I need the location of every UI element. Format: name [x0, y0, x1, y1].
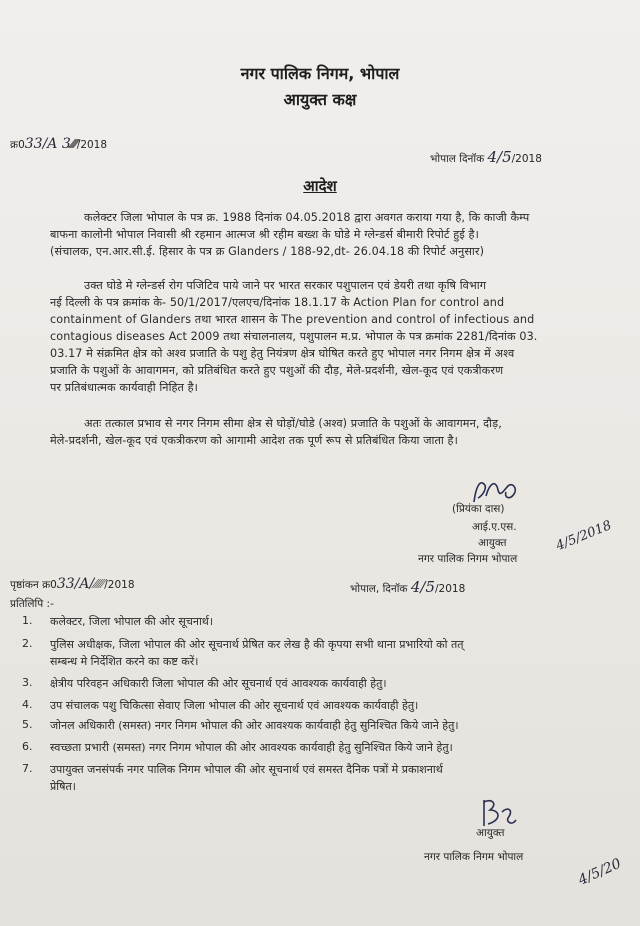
copy-item-continued: प्रेषित।	[50, 780, 76, 793]
signatory-handwritten-date: 4/5/2018	[554, 518, 614, 554]
paragraph-2-line-4: contagious diseases Act 2009 तथा संचालनालय, पशुपालन म.प्र. भोपाल के पत्र क्रमांक 2281/दिनांक 03.	[50, 330, 538, 343]
signatory-office: नगर पालिक निगम भोपाल	[418, 553, 518, 565]
copy-item-continued: सम्बन्ध मे निर्देशित करने का कष्ट करें।	[50, 655, 199, 668]
signatory-name: (प्रियंका दास)	[452, 503, 505, 515]
copy-item: पुलिस अधीक्षक, जिला भोपाल की ओर सूचनार्थ प्रेषित कर लेख है की कृपया सभी थाना प्रभारियो को तत्	[50, 638, 464, 651]
signatory-service: आई.ए.एस.	[472, 521, 517, 533]
paragraph-3-line-1: अतः तत्काल प्रभाव से नगर निगम सीमा क्षेत्र से घोड़ों/घोडे (अश्व) प्रजाति के पशुओं के आवागमन, दौड़,	[84, 417, 502, 430]
order-title: आदेश	[303, 177, 337, 195]
endorsement-number: पृष्ठांकन क्र033/A/⁄⁄⁄⁄⁄/2018	[10, 576, 135, 592]
reference-date: भोपाल दिनॉक 4/5/2018	[430, 148, 542, 166]
copy-item-num: 6.	[22, 740, 33, 753]
copy-item: उपायुक्त जनसंपर्क नगर पालिक निगम भोपाल की ओर सूचनार्थ एवं समस्त दैनिक पत्रों मे प्रकाशनार्थ	[50, 763, 443, 776]
paragraph-3-line-2: मेले-प्रदर्शनी, खेल-कूद एवं एकत्रीकरण को आगामी आदेश तक पूर्ण रूप से प्रतिबंधित किया जाता है।	[50, 434, 458, 447]
copy-item-num: 7.	[22, 762, 33, 775]
paragraph-1-line-3: (संचालक, एन.आर.सी.ई. हिसार के पत्र क्र Glanders / 188-92,dt- 26.04.18 की रिपोर्ट अनुसार)	[50, 245, 485, 258]
copy-item-num: 5.	[22, 718, 33, 731]
organization-title: नगर पालिक निगम, भोपाल	[240, 64, 400, 83]
copy-item: क्षेत्रीय परिवहन अधिकारी जिला भोपाल की ओर सूचनार्थ एवं आवश्यक कार्यवाही हेतु।	[50, 677, 387, 690]
copy-item-num: 3.	[22, 676, 33, 689]
copy-item-num: 4.	[22, 698, 33, 711]
copy-item: उप संचालक पशु चिकित्सा सेवाए जिला भोपाल की ओर सूचनार्थ एवं आवश्यक कार्यवाही हेतु।	[50, 699, 419, 712]
office-title: आयुक्त कक्ष	[283, 90, 357, 109]
paragraph-2-line-1: उक्त घोडे मे ग्लेन्डर्स रोग पजिटिव पाये जाने पर भारत सरकार पशुपालन एवं डेयरी तथा कृषि विभाग	[84, 279, 487, 292]
paragraph-2-line-2: नई दिल्ली के पत्र क्रमांक के- 50/1/2017/एलएच/दिनांक 18.1.17 के Action Plan for control and	[50, 296, 505, 309]
paragraph-1-line-1: कलेक्टर जिला भोपाल के पत्र क्र. 1988 दिनांक 04.05.2018 द्वारा अवगत कराया गया है, कि काजी कैम्प	[84, 211, 530, 224]
footer-office: नगर पालिक निगम भोपाल	[424, 851, 524, 863]
paragraph-1-line-2: बाफना कालोनी भोपाल निवासी श्री रहमान आत्मज श्री रहीम बख्श के घोडे मे ग्लेन्डर्स बीमारी रिपोर्ट हुई है।	[50, 228, 479, 241]
reference-number: क्र033/A 3⁄⁄⁄⁄⁄⁄/2018	[10, 136, 108, 152]
copy-item: जोनल अधिकारी (समस्त) नगर निगम भोपाल की ओर आवश्यक कार्यवाही हेतु सुनिश्चित किये जाने हेतु।	[50, 719, 459, 732]
paragraph-2-line-3: containment of Glanders तथा भारत शासन के The prevention and control of infectious and	[50, 313, 535, 326]
copy-item-num: 2.	[22, 637, 33, 650]
footer-handwritten-date: 4/5/20	[576, 855, 624, 889]
signatory-designation: आयुक्त	[478, 537, 507, 549]
copy-item-num: 1.	[22, 614, 33, 627]
endorsement-date: भोपाल, दिनॉक 4/5/2018	[350, 578, 466, 596]
paragraph-2-line-5: 03.17 मे संक्रमित क्षेत्र को अश्व प्रजाति के पशु हेतु नियंत्रण क्षेत्र घोषित करते हुए भोपाल नगर निगम क्षेत्र में अश्व	[50, 347, 515, 360]
paragraph-2-line-6: प्रजाति के पशुओं के आवागमन, को प्रतिबंधित करते हुए पशुओं की दौड़, मेले-प्रदर्शनी, खेल-कूद एवं एकत्रीकरण	[50, 364, 504, 377]
footer-designation: आयुक्त	[476, 827, 505, 839]
paragraph-2-line-7: पर प्रतिबंधात्मक कार्यवाही निहित है।	[50, 381, 199, 394]
copy-item: स्वच्छता प्रभारी (समस्त) नगर निगम भोपाल की ओर आवश्यक कार्यवाही हेतु सुनिश्चित किये जाने हेतु।	[50, 741, 453, 754]
copy-item: कलेक्टर, जिला भोपाल की ओर सूचनार्थ।	[50, 615, 213, 628]
copy-to-heading: प्रतिलिपि :-	[10, 598, 54, 610]
